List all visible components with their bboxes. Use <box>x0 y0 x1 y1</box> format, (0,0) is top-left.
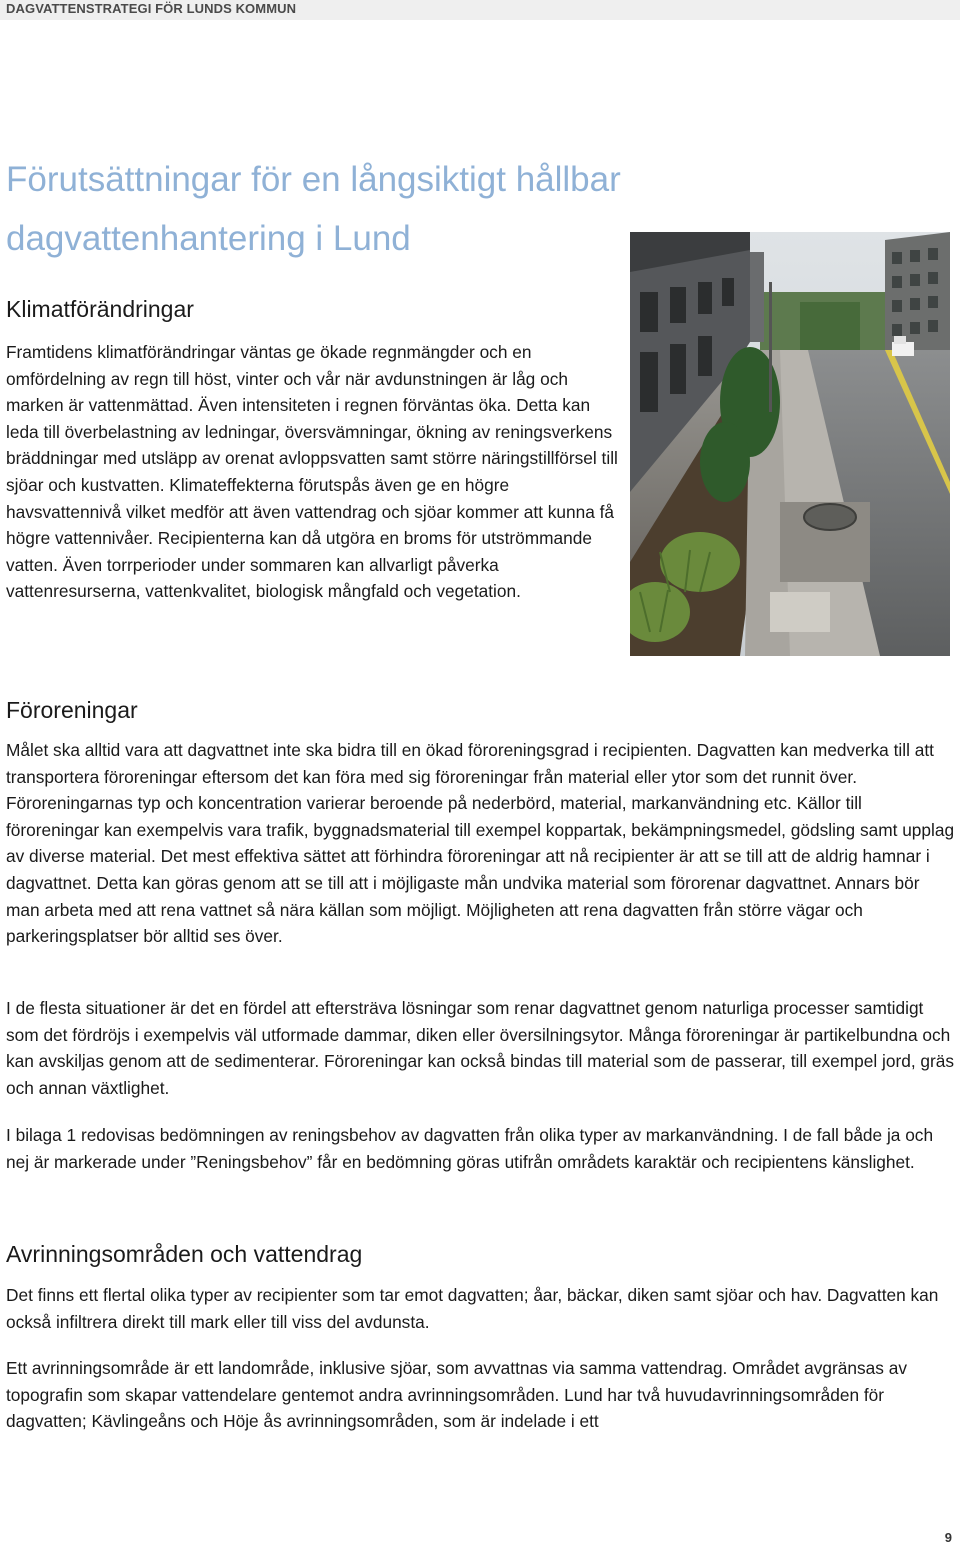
paragraph-avrinning-2: Ett avrinningsområde är ett landområde, inklusive sjöar, som avvattnas via samma vattendrag. Området avgränsas av topografin som skapar vattendelare gentemot andra avrinningsområden. Lund har två huvudavrinningsområden för dagvatten; Kävlingeåns och Höje ås avrinningsområden, som är indelade i ett <box>6 1358 907 1432</box>
paragraph-fororeningar-2: I de flesta situationer är det en fördel att eftersträva lösningar som renar dagvattnet genom naturliga processer samtidigt som det fördröjs i exempelvis väl utformade dammar, diken eller översilningsytor. Många föroreningar är partikelbundna och kan avskiljas genom att de sedimenterar. Föroreningar kan också bindas till material som de passerar, till exempel jord, gräs och annan växtlighet. <box>6 998 955 1098</box>
paragraph-avrinning-1: Det finns ett flertal olika typer av recipienter som tar emot dagvatten; åar, bäckar, diken samt sjöar och hav. Dagvatten kan också infiltrera direkt till mark eller till viss del avdunsta. <box>6 1285 939 1332</box>
paragraph-fororeningar-3: I bilaga 1 redovisas bedömningen av reningsbehov av dagvatten från olika typer av markanvändning. I de fall både ja och nej är markerade under ”Reningsbehov” får en bedömning göras utifrån områdets karaktär och recipientens känslighet. <box>6 1125 934 1172</box>
paragraph-klimat: Framtidens klimatförändringar väntas ge ökade regnmängder och en omfördelning av regn till höst, vinter och vår när avdunstningen är låg och marken är vattenmättad. Även intensiteten i regnen förväntas öka. Detta kan leda till överbelastning av ledningar, översvämningar, ökning av reningsverkens bräddningar med utsläpp av orenat avloppsvatten samt större näringstillförsel till sjöar och kustvatten. Klimateffekterna förutspås även ge en högre havsvattennivå vilket medför att även vattendrag och sjöar kommer att kunna få högre vattennivåer. Recipienterna kan då utgöra en broms för utströmmande vatten. Även torrperioder under sommaren kan allvarligt påverka vattenresurserna, vattenkvalitet, biologisk mångfald och vegetation. <box>6 342 618 602</box>
bioswale-photo <box>630 232 950 656</box>
heading-avrinningsomraden: Avrinningsområden och vattendrag <box>6 1241 363 1267</box>
document-header: DAGVATTENSTRATEGI FÖR LUNDS KOMMUN <box>6 1 297 16</box>
page-number: 9 <box>944 1530 952 1545</box>
street-rain-garden-image <box>630 232 950 656</box>
header-bar <box>0 0 960 20</box>
paragraph-fororeningar-1: Målet ska alltid vara att dagvattnet inte ska bidra till en ökad föroreningsgrad i recipienten. Dagvatten kan medverka till att transportera föroreningar eftersom det kan föra med sig föroreningar från material eller ytor som det runnit över. Föroreningarnas typ och koncentration varierar beroende på nederbörd, material, markanvändning etc. Källor till föroreningar kan exempelvis vara trafik, byggnadsmaterial till exempel koppartak, bekämpningsmedel, gödsling samt upplag av diverse material. Det mest effektiva sättet att förhindra föroreningar att nå recipienter är att se till att de aldrig hamnar i dagvattnet. Detta kan göras genom att se till att i möjligaste mån undvika material som förorenar dagvattnet. Annars bör man arbeta med att rena vattnet så nära källan som möjligt. Möjligheten att rena dagvatten från större vägar och parkeringsplatser bör alltid ses över. <box>6 740 955 947</box>
page-title: Förutsättningar för en långsiktigt hållbar dagvattenhantering i Lund <box>6 160 621 258</box>
heading-klimatforandringar: Klimatförändringar <box>6 296 194 322</box>
heading-fororeningar: Föroreningar <box>6 697 138 723</box>
